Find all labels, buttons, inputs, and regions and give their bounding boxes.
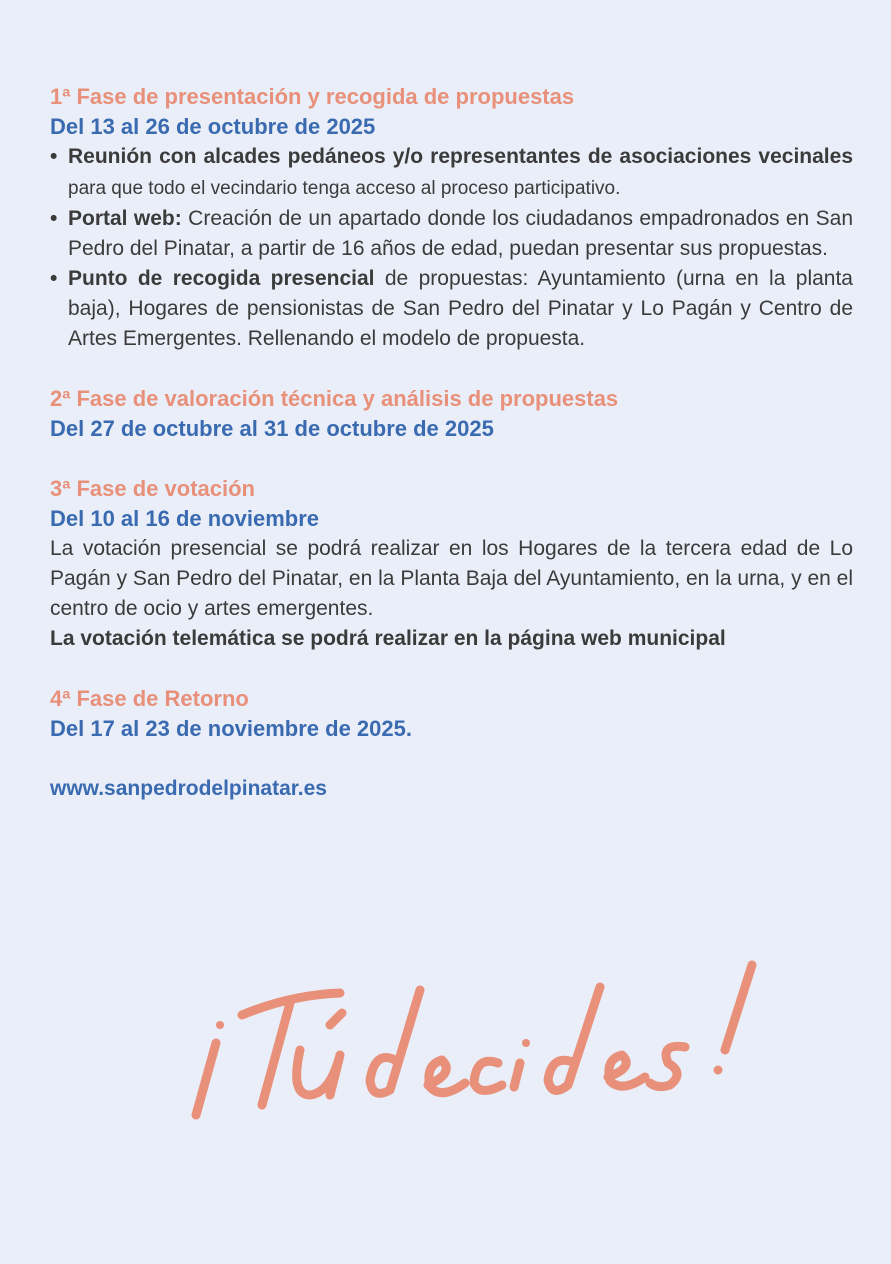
phase-3-description: La votación presencial se podrá realizar en los Hogares de la tercera edad de Lo Pagán y San Pedro del Pinatar, en la Planta Baja del Ayuntamiento, en la urna, y en el centro de ocio y artes emergentes. <box>50 537 853 620</box>
website-link[interactable]: www.sanpedrodelpinatar.es <box>50 777 327 800</box>
bullet-text: para que todo el vecindario tenga acceso al proceso participativo. <box>68 178 621 199</box>
phase-3-title: 3ª Fase de votación <box>50 476 255 501</box>
phase-4-title: 4ª Fase de Retorno <box>50 686 249 711</box>
phase-1-bullet-list <box>50 142 853 354</box>
bullet-text: de propuestas: Ayuntamiento (urna en la planta baja), Hogares de pensionistas de San Pedro del Pinatar y Lo Pagán y Centro de Artes Emergentes. Rellenando el modelo de propuesta. <box>68 267 853 350</box>
slogan-lettering <box>180 955 780 1125</box>
document-body <box>50 82 853 804</box>
phase-1-title: 1ª Fase de presentación y recogida de propuestas <box>50 84 575 109</box>
list-item <box>50 142 853 204</box>
list-item <box>50 204 853 264</box>
slogan-artwork <box>180 955 780 1125</box>
list-item <box>50 264 853 354</box>
phase-1-dates: Del 13 al 26 de octubre de 2025 <box>50 114 376 139</box>
phase-4-dates: Del 17 al 23 de noviembre de 2025. <box>50 716 412 741</box>
phase-3-dates: Del 10 al 16 de noviembre <box>50 506 320 531</box>
phase-2-title: 2ª Fase de valoración técnica y análisis de propuestas <box>50 386 619 411</box>
phase-3-online-voting: La votación telemática se podrá realizar en la página web municipal <box>50 627 726 650</box>
bullet-strong: Punto de recogida presencial <box>68 267 375 290</box>
bullet-strong: Portal web: <box>68 207 182 230</box>
phase-2-dates: Del 27 de octubre al 31 de octubre de 2025 <box>50 416 494 441</box>
bullet-strong: Reunión con alcades pedáneos y/o representantes de asociaciones vecinales <box>68 145 853 168</box>
bullet-text: Creación de un apartado donde los ciudadanos empadronados en San Pedro del Pinatar, a partir de 16 años de edad, puedan presentar sus propuestas. <box>68 207 853 260</box>
